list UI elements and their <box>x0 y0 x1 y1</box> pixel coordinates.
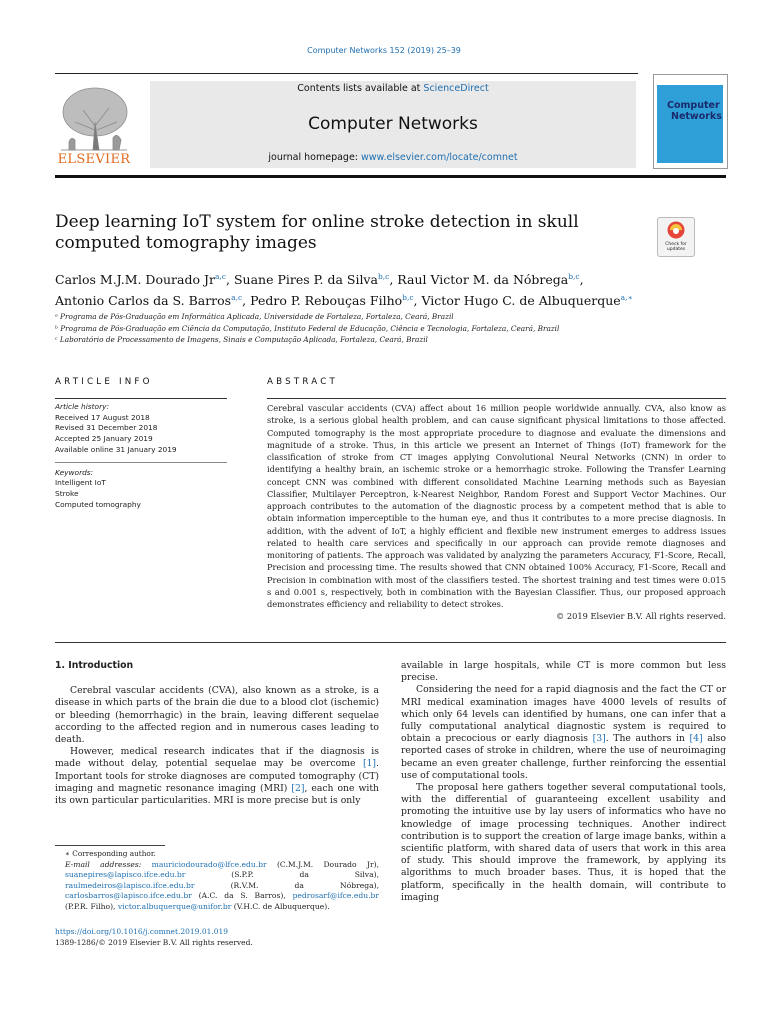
reference-link[interactable]: [1] <box>362 758 377 770</box>
author: Antonio Carlos da S. Barros$^{a,c}$, <box>55 293 251 309</box>
body-column-left <box>55 660 379 807</box>
keyword: Computed tomography <box>55 499 141 509</box>
intro-paragraph-1: Cerebral vascular accidents (CVA), also known as a stroke, is a disease in which parts of the brain die due to a blood clot (ischemic) or bleeding (hemorrhagic) in the brain, leaving different sequelae according to the affected region and in numerous cases leading to death. <box>55 685 379 746</box>
header-bottom-rule <box>55 175 726 178</box>
article-info <box>55 402 235 510</box>
sciencedirect-link[interactable]: ScienceDirect <box>423 83 489 94</box>
history-accepted: Accepted 25 January 2019 <box>55 434 153 444</box>
header-top-rule <box>55 73 638 74</box>
author: Suane Pires P. da Silva$^{b,c}$, <box>233 272 398 288</box>
doi-block <box>55 926 379 948</box>
author: Raul Victor M. da Nóbrega$^{b,c}$, <box>397 272 584 288</box>
homepage-line <box>150 152 636 163</box>
email-link[interactable]: victor.albuquerque@unifor.br <box>117 901 232 911</box>
homepage-link[interactable]: www.elsevier.com/locate/comnet <box>361 152 518 163</box>
abstract-copyright: © 2019 Elsevier B.V. All rights reserved. <box>556 611 726 622</box>
reference-link[interactable]: [4] <box>689 733 703 745</box>
cover-title-2: Networks <box>671 111 722 122</box>
article-info-heading: ARTICLE INFO <box>55 377 153 387</box>
affiliation-b: ᵇ Programa de Pós-Graduação em Ciência da Computação, Instituto Federal de Educação, Ciência e Tecnologia, Fortaleza, Ceará, Brazil <box>55 323 560 333</box>
email-label: E-mail addresses: <box>65 859 142 869</box>
badge-label <box>658 242 694 252</box>
abstract-heading: ABSTRACT <box>267 377 339 387</box>
check-for-updates-badge[interactable] <box>657 217 695 257</box>
email-link[interactable]: suanepires@lapisco.ifce.edu.br <box>65 870 186 880</box>
author: Pedro P. Rebouças Filho$^{b,c}$, <box>250 293 422 309</box>
footnote-rule <box>55 845 165 846</box>
affiliations <box>55 311 735 346</box>
reference-link[interactable]: [3] <box>592 733 606 745</box>
email-link[interactable]: carlosbarros@lapisco.ifce.edu.br <box>65 891 192 901</box>
abstract-rule <box>267 398 726 399</box>
keyword: Intelligent IoT <box>55 478 106 488</box>
intro-paragraph-3: Considering the need for a rapid diagnosis and the fact the CT or MRI medical examination images have 4000 levels of results of which only 64 levels can identified by humans, one can infer that a fully computational analytical diagnostic system is required to obtain a precocious or early diagnosis [3]. The authors in [4] also reported cases of stroke in children, where the use of neuroimaging became an even greater challenge, further reinforcing the essential use of computational tools. <box>401 684 727 781</box>
affiliation-c: ᶜ Laboratório de Processamento de Imagens, Sinais e Computação Aplicada, Fortaleza, Ceará, Brazil <box>55 335 428 344</box>
abstract-body <box>267 402 726 623</box>
badge-label-1: Check for <box>665 242 687 247</box>
section-title-introduction: 1. Introduction <box>55 660 134 671</box>
history-online: Available online 31 January 2019 <box>55 444 177 454</box>
article-info-rule <box>55 398 227 399</box>
footnote <box>55 849 379 913</box>
affiliation-a: ᵃ Programa de Pós-Graduação em Informática Aplicada, Universidade de Fortaleza, Fortaleza, Ceará, Brazil <box>55 312 454 321</box>
elsevier-wordmark: ELSEVIER <box>57 152 131 167</box>
contents-prefix: Contents lists available at <box>297 83 424 94</box>
homepage-prefix: journal homepage: <box>268 152 362 163</box>
check-updates-icon <box>658 218 694 242</box>
intro-paragraph-2: However, medical research indicates that if the diagnosis is made without delay, potential sequelae may be overcome [1]. Important tools for stroke diagnoses are computed tomography (CT) imaging and magnetic resonance imaging (MRI) [2], each one with its own particular particularities. MRI is more precise but is only <box>55 746 379 807</box>
email-addresses: E-mail addresses: mauriciodourado@lfce.edu.br (C.M.J.M. Dourado Jr), suanepires@lapisco.ifce.edu.br (S.P.P. da Silva), raulmedeiros@lapisco.ifce.edu.br (R.V.M. da Nóbrega), carlosbarros@lapisco.ifce.edu.br (A.C. da S. Barros), pedrosarf@ifce.edu.br (P.P.R. Filho), victor.albuquerque@unifor.br (V.H.C. de Albuquerque). <box>65 859 379 911</box>
journal-masthead <box>150 81 636 168</box>
author: Carlos M.J.M. Dourado Jr$^{a,c}$, <box>55 272 234 288</box>
issn-copyright: 1389-1286/© 2019 Elsevier B.V. All rights reserved. <box>55 938 253 947</box>
cover-title-1: Computer <box>667 100 720 111</box>
body-top-rule <box>55 642 726 643</box>
title-line-2: computed tomography images <box>55 233 317 253</box>
author-list <box>55 268 735 310</box>
journal-title: Computer Networks <box>308 114 478 134</box>
paper-title <box>55 212 615 254</box>
reference-link[interactable]: [2] <box>291 782 305 794</box>
article-info-divider <box>55 462 227 463</box>
badge-label-2: updates <box>666 247 686 252</box>
history-label: Article history: <box>55 402 109 411</box>
corresponding-author-note: ∗ Corresponding author. <box>65 849 156 858</box>
intro-paragraph-4: The proposal here gathers together several computational tools, with the differential of guaranteeing excellent usability and promoting the intuitive use by lay users of informatics who have no knowledge of image processing techniques. Another indirect contribution is to support the creation of large image banks, within a scientific platform, with shared data of users that work in this area of study. This should improve the framework, by applying its algorithms to much broader bases. Thus, it is hoped that the platform, specifically in the health domain, will contribute to imaging <box>401 782 727 903</box>
doi-link[interactable]: https://doi.org/10.1016/j.comnet.2019.01.019 <box>55 927 229 936</box>
intro-paragraph-continued: available in large hospitals, while CT is more common but less precise. <box>401 660 726 684</box>
history-received: Received 17 August 2018 <box>55 412 150 422</box>
keyword: Stroke <box>55 488 79 498</box>
abstract-text: Cerebral vascular accidents (CVA) affect about 16 million people worldwide annually. CVA, also know as stroke, is a serious global health problem, and can cause significant physical limitations to those affected. Computed tomography is the most appropriate procedure to diagnose and evaluate the dimensions and magnitude of a stroke. Thus, in this article we present an Internet of Things (IoT) framework for the classification of stroke from CT images applying Convolutional Neural Networks (CNN) in order to identifying a healthy brain, an ischemic stroke or a hemorrhagic stroke. Following the Transfer Learning concept CNN was combined with different consolidated Machine Learning methods such as Bayesian Classifier, Multilayer Perceptron, k-Nearest Neighbor, Random Forest and Support Vector Machines. Our approach contributes to the automation of the diagnostic process by a competent method that is able to obtain information imperceptible to the human eye, and thus it contributes to a more precise diagnosis. In addition, with the advent of IoT, a highly efficient and flexible new instrument emerges to address issues related to health care services and specifically in our approach can provide remote diagnoses and monitoring of patients. The approach was validated by analyzing the parameters Accuracy, F1-Score, Recall, Precision and processing time. The results showed that CNN obtained 100% Accuracy, F1-Score, Recall and Precision in combination with most of the classifiers tested. The shortest training and test times were 0.015 s and 0.001 s, respectively, both in combination with the Bayesian Classifier. Thus, our proposed approach demonstrates efficiency and reliability to detect strokes. <box>267 403 726 609</box>
email-link[interactable]: pedrosarf@ifce.edu.br <box>292 891 379 901</box>
cover-blue-panel <box>657 85 723 163</box>
contents-line <box>150 83 636 94</box>
author: Victor Hugo C. de Albuquerque$^{a,∗}$ <box>421 293 633 309</box>
email-link[interactable]: raulmedeiros@lapisco.ifce.edu.br <box>65 880 195 890</box>
title-line-1: Deep learning IoT system for online stroke detection in skull <box>55 212 579 232</box>
body-column-right <box>401 660 726 904</box>
journal-citation[interactable]: Computer Networks 152 (2019) 25–39 <box>307 46 461 55</box>
history-revised: Revised 31 December 2018 <box>55 423 158 433</box>
email-link[interactable]: mauriciodourado@lfce.edu.br <box>151 859 267 869</box>
journal-cover-thumbnail <box>653 74 728 169</box>
keywords-label: Keywords: <box>55 467 94 477</box>
